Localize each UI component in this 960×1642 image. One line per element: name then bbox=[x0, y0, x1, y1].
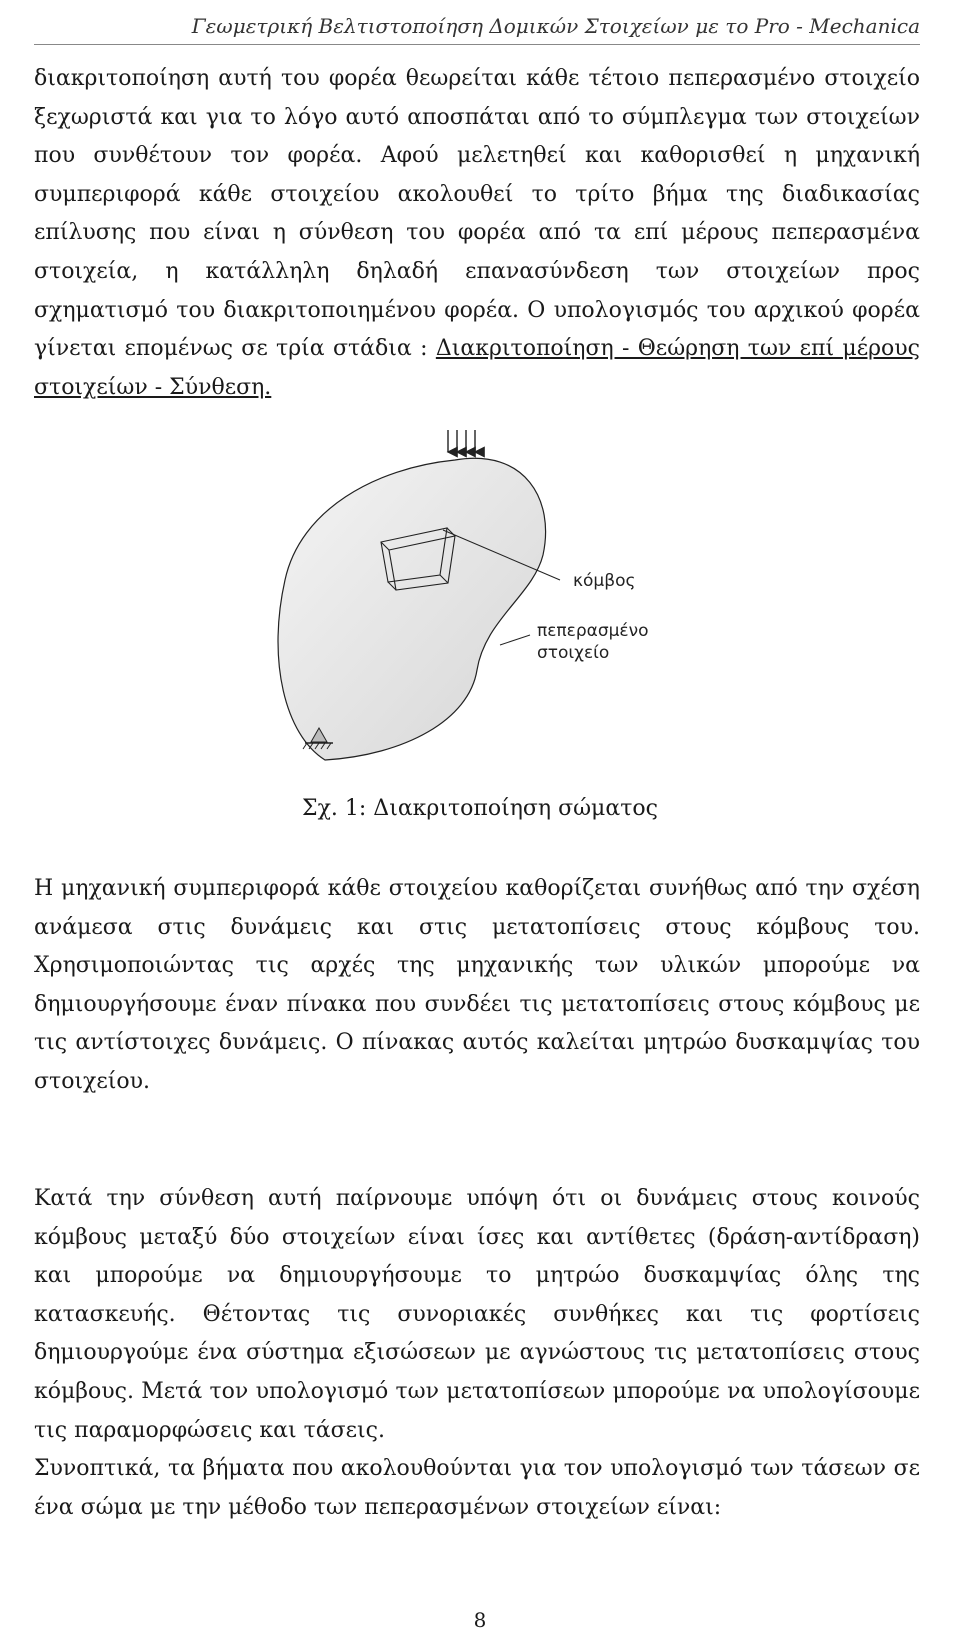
discretization-diagram bbox=[255, 430, 695, 800]
paragraph-discretization-text: διακριτοποίηση αυτή του φορέα θεωρείται κάθε τέτοιο πεπερασμένο στοιχείο ξεχωριστά και για το λόγο αυτό αποσπάται από το σύμπλεγμα των στοιχείων που συνθέτουν τον φορέα. Αφού μελετηθεί και καθορισθεί η μηχανική συμπεριφορά κάθε στοιχείου ακολουθεί το τρίτο βήμα της διαδικασίας επίλυσης που είναι η σύνθεση του φορέα από τα επί μέρους πεπερασμένα στοιχεία, η κατάλληλη δηλαδή επανασύνδεση των στοιχείων προς σχηματισμό του διακριτοποιημένου φορέα. Ο υπολογισμός του αρχικού φορέα γίνεται επομένως σε τρία στάδια : bbox=[34, 66, 920, 362]
header-rule bbox=[34, 44, 920, 45]
paragraph-summary: Συνοπτικά, τα βήματα που ακολουθούνται για τον υπολογισμό των τάσεων σε ένα σώμα με την μέθοδο των πεπερασμένων στοιχείων είναι: bbox=[34, 1456, 920, 1520]
paragraph-discretization-underlined: Διακριτοποίηση - Θεώρηση των επί μέρους στοιχείων - Σύνθεση. bbox=[34, 336, 920, 400]
running-header: Γεωμετρική Βελτιστοποίηση Δομικών Στοιχείων με το Pro - Mechanica bbox=[191, 14, 920, 38]
element-pointer bbox=[500, 635, 530, 645]
element-label-line2: στοιχείο bbox=[537, 643, 610, 663]
load-arrows bbox=[448, 430, 475, 452]
discretization-figure bbox=[255, 430, 695, 800]
paragraph-assembly: Κατά την σύνθεση αυτή παίρνουμε υπόψη ότι οι δυνάμεις στους κοινούς κόμβους μεταξύ δύο στοιχείων είναι ίσες και αντίθετες (δράση-αντίδραση) και μπορούμε να δημιουργήσουμε το μητρώο δυσκαμψίας όλης της κατασκευής. Θέτοντας τις συνοριακές συνθήκες και τις φορτίσεις δημιουργούμε ένα σύστημα εξισώσεων με αγνώστους τις μετατοπίσεις στους κόμβους. Μετά τον υπολογισμό των μετατοπίσεων μπορούμε να υπολογίσουμε τις παραμορφώσεις και τάσεις. bbox=[34, 1186, 920, 1443]
body-shape bbox=[278, 458, 546, 760]
element-label-line1: πεπερασμένο bbox=[537, 621, 649, 641]
node-label: κόμβος bbox=[573, 571, 636, 591]
paragraph-discretization bbox=[34, 60, 920, 407]
figure-caption: Σχ. 1: Διακριτοποίηση σώματος bbox=[302, 796, 658, 821]
paragraph-behavior: Η μηχανική συμπεριφορά κάθε στοιχείου καθορίζεται συνήθως από την σχέση ανάμεσα στις δυνάμεις και στις μετατοπίσεις στους κόμβους του. Χρησιμοποιώντας τις αρχές της μηχανικής των υλικών μπορούμε να δημιουργήσουμε έναν πίνακα που συνδέει τις μετατοπίσεις στους κόμβους με τις αντίστοιχες δυνάμεις. Ο πίνακας αυτός καλείται μητρώο δυσκαμψίας του στοιχείου. bbox=[34, 876, 920, 1094]
page-number: 8 bbox=[473, 1608, 487, 1632]
